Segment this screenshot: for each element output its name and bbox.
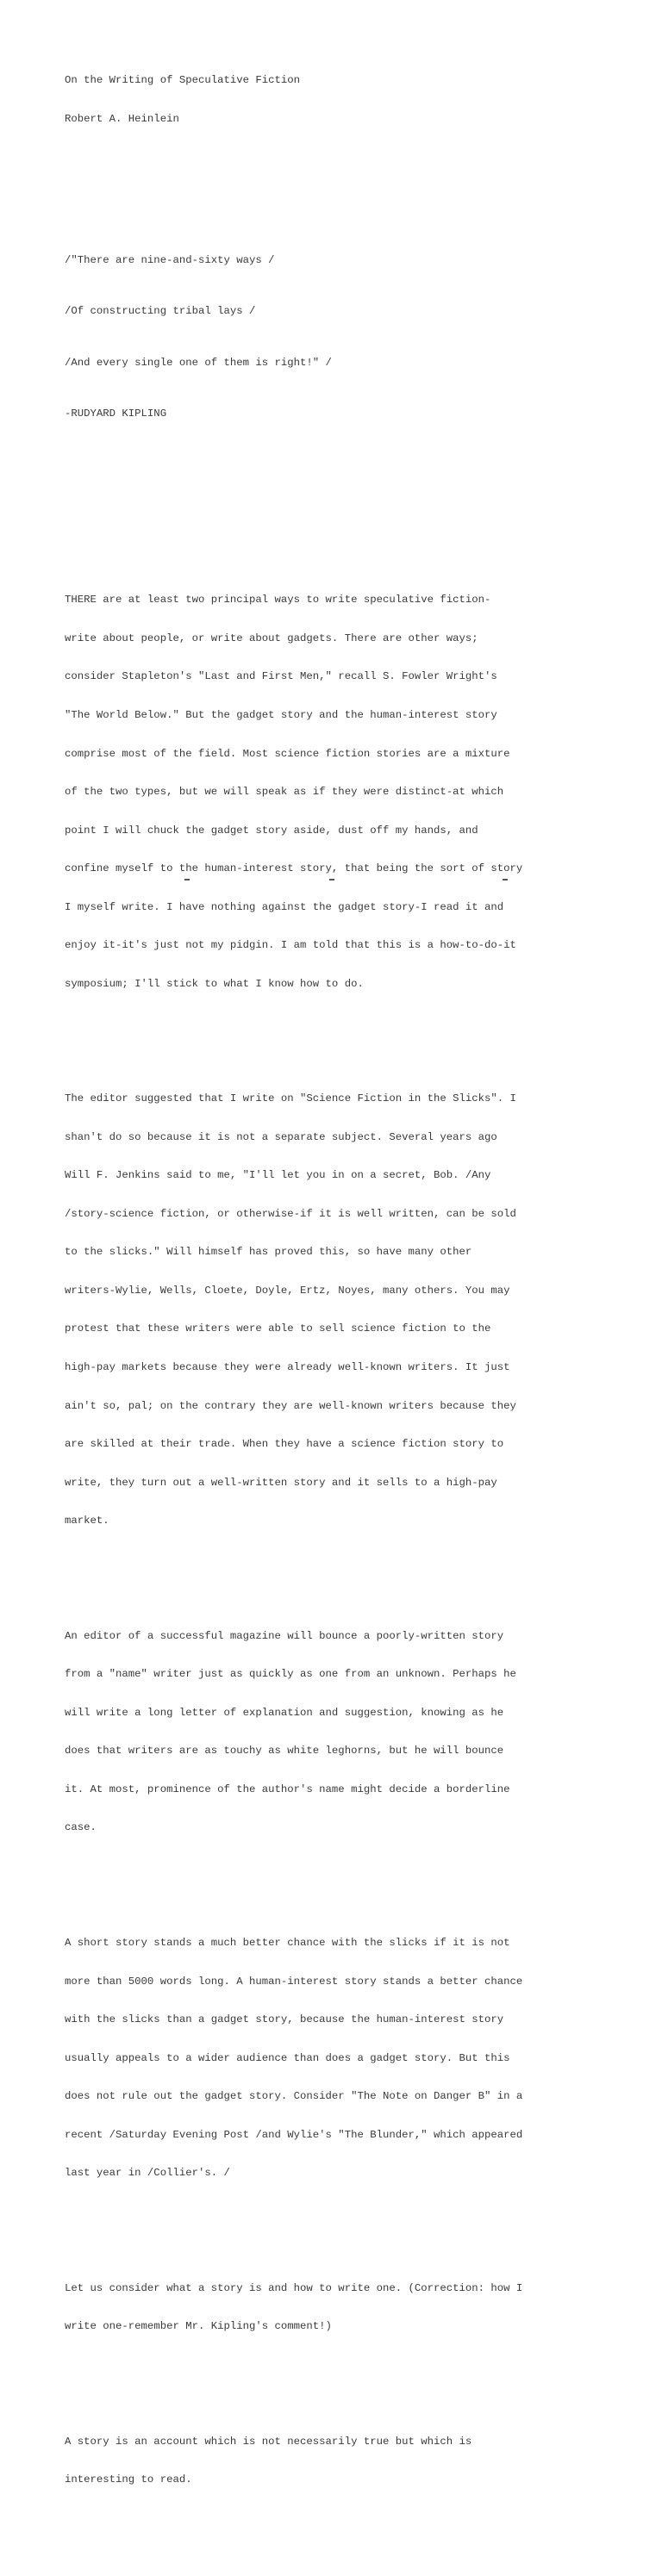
text-line: from a "name" writer just as quickly as one from an unknown. Perhaps he (65, 1668, 516, 1681)
scan-mark (184, 879, 190, 880)
text-line: ain't so, pal; on the contrary they are well-known writers because they (65, 1399, 516, 1412)
epigraph-line: /And every single one of them is right!" / (65, 356, 332, 369)
text-line: point I will chuck the gadget story aside, dust off my hands, and (65, 824, 478, 837)
text-line: interesting to read. (65, 2473, 192, 2486)
text-line: to the slicks." Will himself has proved this, so have many other (65, 1246, 472, 1259)
document-title: On the Writing of Speculative Fiction (65, 74, 301, 87)
scan-mark (329, 879, 334, 880)
document-page (65, 10, 625, 2576)
text-line: does not rule out the gadget story. Consider "The Note on Danger B" in a (65, 2090, 523, 2103)
text-line: last year in /Collier's. / (65, 2167, 230, 2180)
paragraph (65, 2410, 625, 2512)
paragraph (65, 569, 625, 1017)
text-line: "The World Below." But the gadget story and the human-interest story (65, 708, 497, 721)
text-line: with the slicks than a gadget story, because the human-interest story (65, 2013, 504, 2026)
text-line: Will F. Jenkins said to me, "I'll let you in on a secret, Bob. /Any (65, 1169, 491, 1182)
text-line: does that writers are as touchy as white leghorns, but he will bounce (65, 1745, 504, 1758)
page-bottom-artifacts (0, 875, 662, 882)
document-header (65, 49, 625, 152)
text-line: /story-science fiction, or otherwise-if it is well written, can be sold (65, 1207, 516, 1220)
body-text (65, 530, 625, 2563)
paragraph (65, 1604, 625, 1860)
text-line: shan't do so because it is not a separate subject. Several years ago (65, 1130, 497, 1143)
text-line: market. (65, 1515, 109, 1528)
text-line: case. (65, 1821, 97, 1834)
text-line: An editor of a successful magazine will bounce a poorly-written story (65, 1629, 504, 1642)
text-line: write about people, or write about gadgets. There are other ways; (65, 632, 478, 644)
text-line: more than 5000 words long. A human-interest story stands a better chance (65, 1975, 523, 1988)
text-line: are skilled at their trade. When they have a science fiction story to (65, 1438, 504, 1451)
paragraph (65, 1067, 625, 1553)
text-line: it. At most, prominence of the author's name might decide a borderline (65, 1783, 510, 1795)
text-line: The editor suggested that I write on "Science Fiction in the Slicks". I (65, 1092, 516, 1105)
text-line: will write a long letter of explanation and suggestion, knowing as he (65, 1706, 504, 1719)
document-author: Robert A. Heinlein (65, 112, 179, 125)
text-line: I myself write. I have nothing against the gadget story-I read it and (65, 900, 504, 913)
text-line: recent /Saturday Evening Post /and Wylie's "The Blunder," which appeared (65, 2128, 523, 2141)
epigraph-line: /Of constructing tribal lays / (65, 305, 256, 318)
text-line: writers-Wylie, Wells, Cloete, Doyle, Ertz, Noyes, many others. You may (65, 1284, 510, 1297)
text-line: comprise most of the field. Most science fiction stories are a mixture (65, 747, 510, 760)
text-line: THERE are at least two principal ways to write speculative fiction- (65, 594, 491, 607)
epigraph-attribution: -RUDYARD KIPLING (65, 408, 167, 420)
text-line: high-pay markets because they were already well-known writers. It just (65, 1361, 510, 1373)
text-line: usually appeals to a wider audience than does a gadget story. But this (65, 2051, 510, 2064)
scan-mark (503, 879, 508, 880)
text-line: protest that these writers were able to sell science fiction to the (65, 1322, 491, 1335)
paragraph (65, 2256, 625, 2359)
text-line: write, they turn out a well-written story and it sells to a high-pay (65, 1476, 497, 1489)
paragraph (65, 1911, 625, 2205)
text-line: symposium; I'll stick to what I know how to do. (65, 977, 364, 990)
text-line: A story is an account which is not necessarily true but which is (65, 2435, 472, 2448)
epigraph (65, 228, 625, 459)
text-line: Let us consider what a story is and how to write one. (Correction: how I (65, 2281, 523, 2294)
text-line: confine myself to the human-interest story, that being the sort of story (65, 862, 523, 875)
text-line: of the two types, but we will speak as if they were distinct-at which (65, 786, 504, 799)
text-line: A short story stands a much better chance with the slicks if it is not (65, 1936, 510, 1949)
text-line: consider Stapleton's "Last and First Men," recall S. Fowler Wright's (65, 670, 497, 683)
text-line: write one-remember Mr. Kipling's comment!) (65, 2320, 332, 2333)
epigraph-line: /"There are nine-and-sixty ways / (65, 253, 275, 266)
text-line: enjoy it-it's just not my pidgin. I am told that this is a how-to-do-it (65, 939, 516, 952)
